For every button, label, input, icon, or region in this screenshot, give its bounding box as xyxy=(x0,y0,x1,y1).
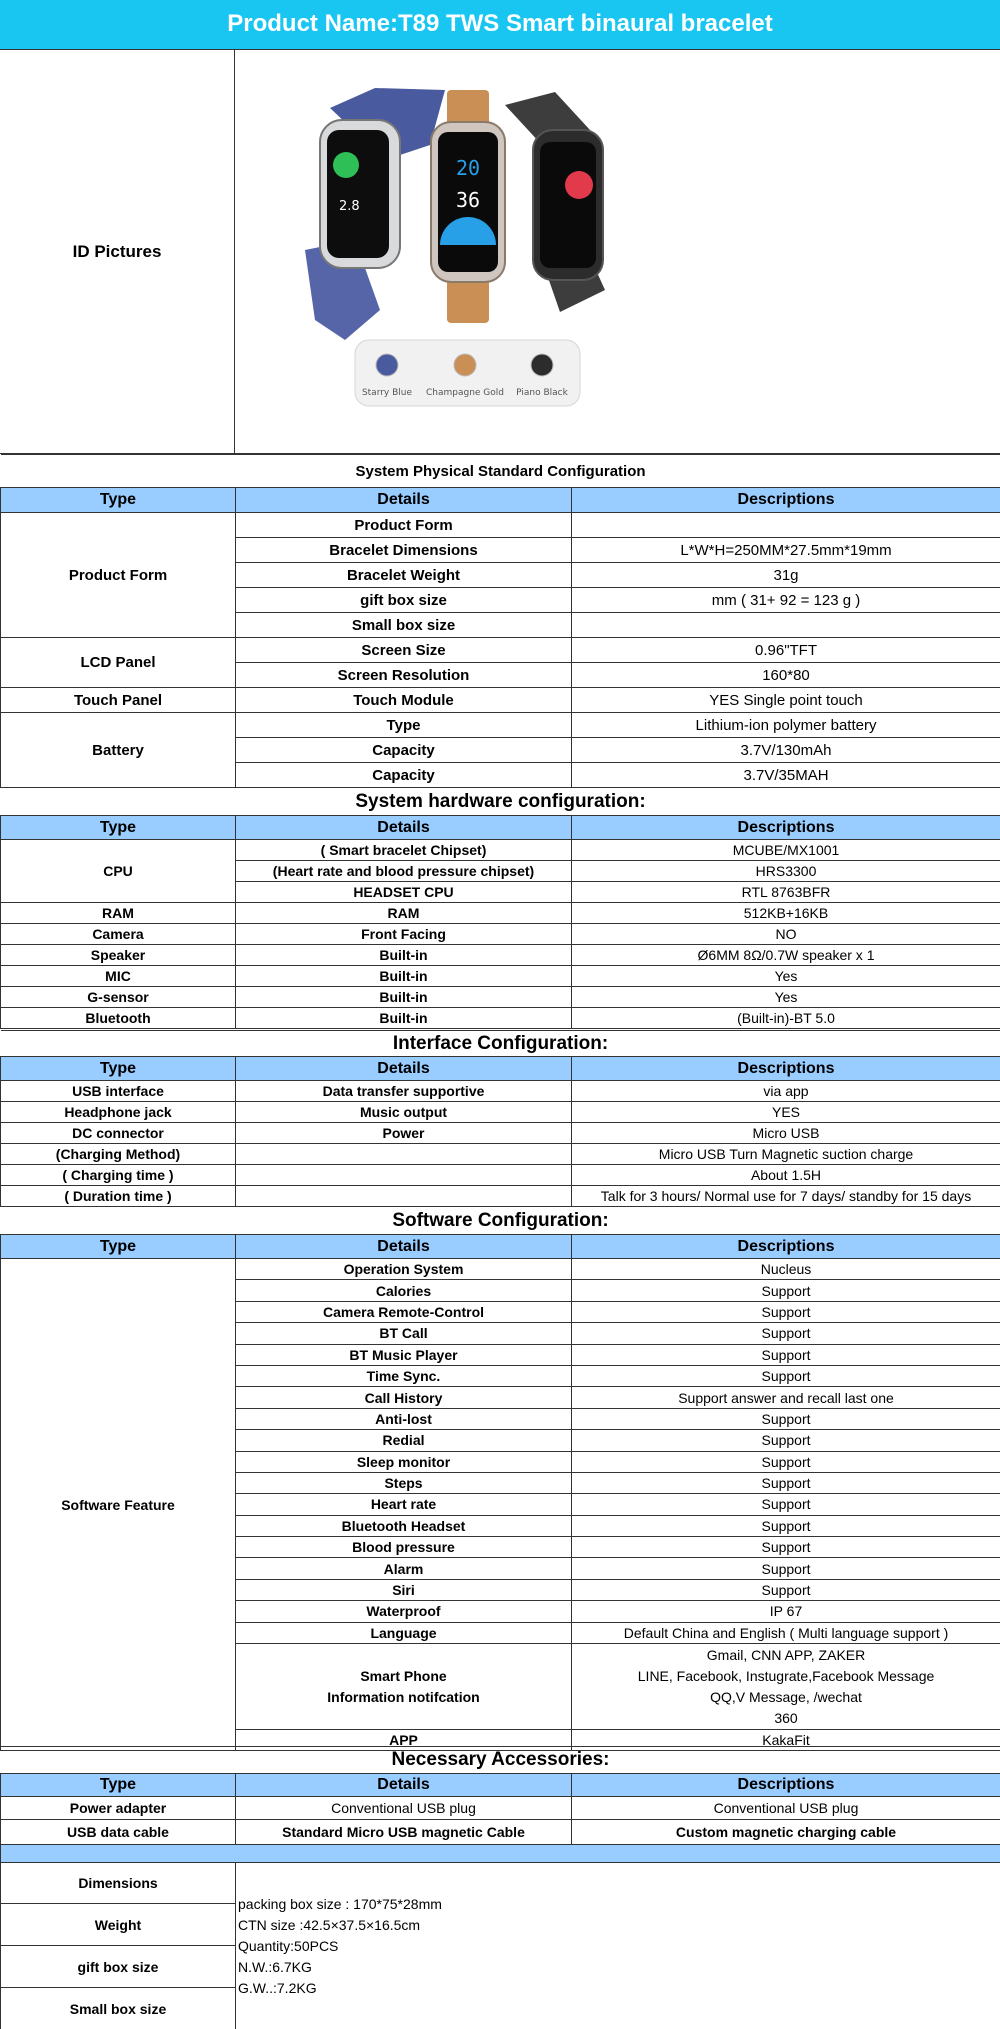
header-details: Details xyxy=(236,488,572,513)
software-config-table xyxy=(0,1206,1000,1751)
type-cell: Battery xyxy=(1,713,236,788)
detail-cell: Front Facing xyxy=(236,924,572,945)
header-type: Type xyxy=(1,1057,236,1081)
detail-cell xyxy=(236,1186,572,1207)
packing-line: Quantity:50PCS xyxy=(238,1937,339,1954)
smart-phone-line: Information notifcation xyxy=(327,1688,480,1705)
type-cell: MIC xyxy=(1,966,236,987)
header-type: Type xyxy=(1,816,236,840)
detail-cell: Screen Resolution xyxy=(236,663,572,688)
value-cell: Support xyxy=(572,1515,1000,1536)
type-cell: USB data cable xyxy=(1,1820,236,1845)
header-descriptions: Descriptions xyxy=(572,1235,1000,1259)
value-cell: KakaFit xyxy=(572,1730,1000,1751)
type-cell: ( Duration time ) xyxy=(1,1186,236,1207)
detail-cell: Sleep monitor xyxy=(236,1451,572,1472)
color-swatch-card xyxy=(355,340,580,406)
packing-label: gift box size xyxy=(1,1946,236,1988)
section-title: System hardware configuration: xyxy=(1,788,1000,816)
type-cell: Touch Panel xyxy=(1,688,236,713)
header-details: Details xyxy=(236,1235,572,1259)
swatch-starry-blue: Starry Blue xyxy=(361,388,413,398)
product-photo xyxy=(235,50,1000,454)
value-cell: Support xyxy=(572,1430,1000,1451)
id-pictures-label: ID Pictures xyxy=(0,50,235,454)
type-cell: Speaker xyxy=(1,945,236,966)
blue-separator xyxy=(1,1845,1000,1863)
header-details: Details xyxy=(236,816,572,840)
value-cell: 3.7V/35MAH xyxy=(572,763,1000,788)
notification-line: LINE, Facebook, Instugrate,Facebook Message xyxy=(637,1667,935,1684)
detail-cell: Standard Micro USB magnetic Cable xyxy=(236,1820,572,1845)
header-type: Type xyxy=(1,1774,236,1797)
detail-cell: gift box size xyxy=(236,588,572,613)
detail-cell: Steps xyxy=(236,1472,572,1493)
type-cell: Software Feature xyxy=(1,1259,236,1751)
detail-cell: ( Smart bracelet Chipset) xyxy=(236,840,572,861)
value-cell: 160*80 xyxy=(572,663,1000,688)
header-type: Type xyxy=(1,1235,236,1259)
value-cell: Nucleus xyxy=(572,1259,1000,1280)
value-cell: Support xyxy=(572,1558,1000,1579)
id-pictures-row xyxy=(0,50,1000,454)
packing-line: packing box size : 170*75*28mm xyxy=(238,1895,442,1912)
type-cell: Power adapter xyxy=(1,1797,236,1820)
value-cell xyxy=(572,513,1000,538)
packing-line: G.W..:7.2KG xyxy=(238,1979,317,1996)
detail-cell: Built-in xyxy=(236,966,572,987)
packing-table xyxy=(0,1862,1000,2029)
header-descriptions: Descriptions xyxy=(572,1774,1000,1797)
detail-cell: Bracelet Dimensions xyxy=(236,538,572,563)
detail-cell: Bluetooth Headset xyxy=(236,1515,572,1536)
detail-cell: (Heart rate and blood pressure chipset) xyxy=(236,861,572,882)
value-cell: via app xyxy=(572,1081,1000,1102)
detail-cell: HEADSET CPU xyxy=(236,882,572,903)
notification-line: 360 xyxy=(774,1709,798,1726)
value-cell: (Built-in)-BT 5.0 xyxy=(572,1008,1000,1029)
packing-line: CTN size :42.5×37.5×16.5cm xyxy=(238,1916,421,1933)
section-title: System Physical Standard Configuration xyxy=(1,455,1000,488)
detail-cell: Siri xyxy=(236,1579,572,1600)
value-cell: Yes xyxy=(572,987,1000,1008)
header-descriptions: Descriptions xyxy=(572,816,1000,840)
value-cell: IP 67 xyxy=(572,1601,1000,1622)
detail-cell: Time Sync. xyxy=(236,1365,572,1386)
value-cell: About 1.5H xyxy=(572,1165,1000,1186)
detail-cell: Conventional USB plug xyxy=(236,1797,572,1820)
type-cell: Product Form xyxy=(1,513,236,638)
detail-cell: Redial xyxy=(236,1430,572,1451)
value-cell: Support xyxy=(572,1365,1000,1386)
detail-cell: Built-in xyxy=(236,987,572,1008)
detail-cell: Blood pressure xyxy=(236,1537,572,1558)
detail-cell: Capacity xyxy=(236,738,572,763)
value-cell: RTL 8763BFR xyxy=(572,882,1000,903)
detail-cell-smart-phone xyxy=(236,1644,572,1730)
value-cell: Yes xyxy=(572,966,1000,987)
type-cell: ( Charging time ) xyxy=(1,1165,236,1186)
value-cell: Default China and English ( Multi language support ) xyxy=(572,1622,1000,1643)
value-cell: Support xyxy=(572,1408,1000,1429)
type-cell: Bluetooth xyxy=(1,1008,236,1029)
detail-cell: RAM xyxy=(236,903,572,924)
detail-cell: Calories xyxy=(236,1280,572,1301)
type-cell: G-sensor xyxy=(1,987,236,1008)
value-cell: Support xyxy=(572,1494,1000,1515)
type-cell: USB interface xyxy=(1,1081,236,1102)
value-cell: Conventional USB plug xyxy=(572,1797,1000,1820)
detail-cell: Camera Remote-Control xyxy=(236,1301,572,1322)
header-details: Details xyxy=(236,1057,572,1081)
value-cell: YES Single point touch xyxy=(572,688,1000,713)
detail-cell xyxy=(236,1144,572,1165)
section-title: Interface Configuration: xyxy=(1,1031,1000,1057)
detail-cell: Small box size xyxy=(236,613,572,638)
value-cell: 0.96"TFT xyxy=(572,638,1000,663)
value-cell: Support xyxy=(572,1472,1000,1493)
watch-gold-hour: 20 xyxy=(455,156,481,180)
type-cell: Headphone jack xyxy=(1,1102,236,1123)
header-details: Details xyxy=(236,1774,572,1797)
value-cell xyxy=(572,613,1000,638)
value-cell: HRS3300 xyxy=(572,861,1000,882)
value-cell: Support xyxy=(572,1344,1000,1365)
type-cell: LCD Panel xyxy=(1,638,236,688)
section-title: Software Configuration: xyxy=(1,1207,1000,1235)
detail-cell: Data transfer supportive xyxy=(236,1081,572,1102)
detail-cell: Built-in xyxy=(236,1008,572,1029)
value-cell: NO xyxy=(572,924,1000,945)
value-cell: Support answer and recall last one xyxy=(572,1387,1000,1408)
detail-cell: Capacity xyxy=(236,763,572,788)
value-cell-notifications xyxy=(572,1644,1000,1730)
value-cell: 3.7V/130mAh xyxy=(572,738,1000,763)
value-cell: Support xyxy=(572,1579,1000,1600)
interface-config-table xyxy=(0,1030,1000,1207)
value-cell: Support xyxy=(572,1323,1000,1344)
detail-cell: Waterproof xyxy=(236,1601,572,1622)
detail-cell: Call History xyxy=(236,1387,572,1408)
detail-cell xyxy=(236,1165,572,1186)
value-cell: Talk for 3 hours/ Normal use for 7 days/ standby for 15 days xyxy=(572,1186,1000,1207)
value-cell: MCUBE/MX1001 xyxy=(572,840,1000,861)
smart-phone-line: Smart Phone xyxy=(360,1667,447,1684)
value-cell: Ø6MM 8Ω/0.7W speaker x 1 xyxy=(572,945,1000,966)
detail-cell: Anti-lost xyxy=(236,1408,572,1429)
packing-line: N.W.:6.7KG xyxy=(238,1958,312,1975)
type-cell: CPU xyxy=(1,840,236,903)
value-cell: L*W*H=250MM*27.5mm*19mm xyxy=(572,538,1000,563)
swatch-piano-black: Piano Black xyxy=(516,388,568,398)
packing-label: Dimensions xyxy=(1,1863,236,1904)
header-type: Type xyxy=(1,488,236,513)
detail-cell: Operation System xyxy=(236,1259,572,1280)
packing-details xyxy=(236,1863,1000,2029)
watch-black-image xyxy=(505,92,605,312)
section-title: Necessary Accessories: xyxy=(1,1747,1000,1774)
value-cell: Lithium-ion polymer battery xyxy=(572,713,1000,738)
notification-line: Gmail, CNN APP, ZAKER xyxy=(706,1646,866,1663)
notification-line: QQ,V Message, /wechat xyxy=(710,1688,862,1705)
detail-cell: BT Music Player xyxy=(236,1344,572,1365)
value-cell: Support xyxy=(572,1280,1000,1301)
value-cell: Support xyxy=(572,1301,1000,1322)
value-cell: Support xyxy=(572,1451,1000,1472)
detail-cell: Touch Module xyxy=(236,688,572,713)
value-cell: Custom magnetic charging cable xyxy=(572,1820,1000,1845)
detail-cell: Bracelet Weight xyxy=(236,563,572,588)
bracelet-illustration xyxy=(235,50,1000,454)
type-cell: DC connector xyxy=(1,1123,236,1144)
value-cell: 31g xyxy=(572,563,1000,588)
detail-cell: Power xyxy=(236,1123,572,1144)
packing-label: Small box size xyxy=(1,1988,236,2029)
detail-cell: Type xyxy=(236,713,572,738)
detail-cell: Language xyxy=(236,1622,572,1643)
type-cell: Camera xyxy=(1,924,236,945)
accessories-table xyxy=(0,1746,1000,1863)
value-cell: mm ( 31+ 92 = 123 g ) xyxy=(572,588,1000,613)
detail-cell: Built-in xyxy=(236,945,572,966)
detail-cell: APP xyxy=(236,1730,572,1751)
hardware-config-table xyxy=(0,787,1000,1029)
type-cell: (Charging Method) xyxy=(1,1144,236,1165)
value-cell: Micro USB xyxy=(572,1123,1000,1144)
value-cell: YES xyxy=(572,1102,1000,1123)
value-cell: Support xyxy=(572,1537,1000,1558)
detail-cell: BT Call xyxy=(236,1323,572,1344)
detail-cell: Music output xyxy=(236,1102,572,1123)
value-cell: 512KB+16KB xyxy=(572,903,1000,924)
packing-label: Weight xyxy=(1,1904,236,1946)
watch-blue-readout: 2.8 xyxy=(339,199,360,214)
physical-config-table xyxy=(0,454,1000,788)
type-cell: RAM xyxy=(1,903,236,924)
watch-blue-image xyxy=(305,88,445,340)
header-descriptions: Descriptions xyxy=(572,1057,1000,1081)
detail-cell: Product Form xyxy=(236,513,572,538)
detail-cell: Alarm xyxy=(236,1558,572,1579)
detail-cell: Screen Size xyxy=(236,638,572,663)
watch-gold-image xyxy=(431,90,505,323)
page-title: Product Name:T89 TWS Smart binaural bracelet xyxy=(0,0,1000,50)
watch-gold-minute: 36 xyxy=(455,188,481,212)
value-cell: Micro USB Turn Magnetic suction charge xyxy=(572,1144,1000,1165)
swatch-champagne-gold: Champagne Gold xyxy=(425,388,505,398)
detail-cell: Heart rate xyxy=(236,1494,572,1515)
header-descriptions: Descriptions xyxy=(572,488,1000,513)
